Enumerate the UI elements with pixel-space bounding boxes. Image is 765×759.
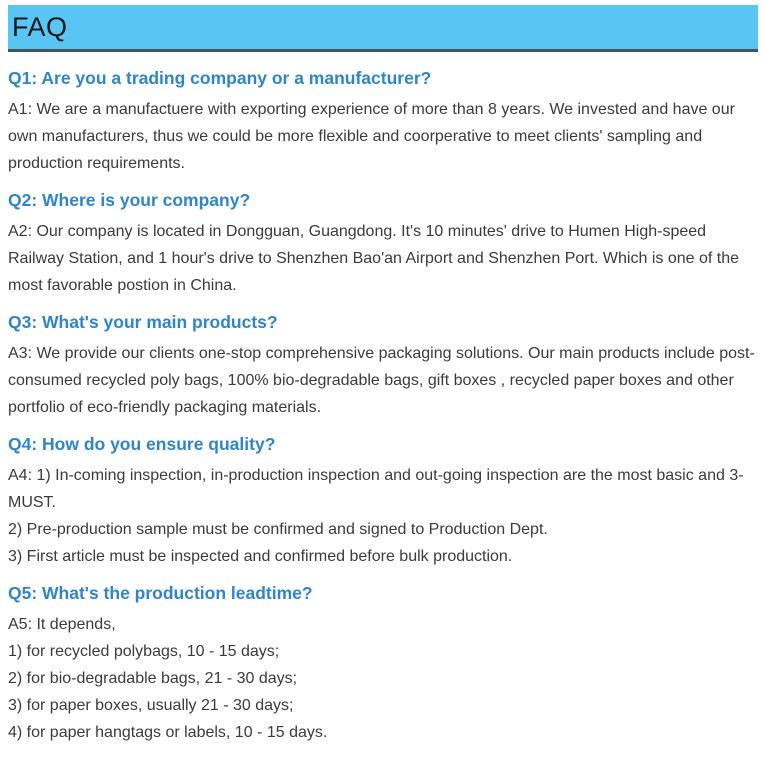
faq-question: Q5: What's the production leadtime? bbox=[8, 583, 313, 603]
faq-question: Q4: How do you ensure quality? bbox=[8, 434, 276, 454]
faq-item-3 bbox=[8, 312, 758, 421]
faq-question: Q3: What's your main products? bbox=[8, 312, 278, 332]
faq-answer: A1: We are a manufactuere with exporting experience of more than 8 years. We invested and have our own manufacturers, thus we could be more flexible and coorperative to meet clients' sampling and production requirements. bbox=[8, 101, 735, 172]
faq-answer: A3: We provide our clients one-stop comprehensive packaging solutions. Our main products include post-consumed recycled poly bags, 100% bio-degradable bags, gift boxes , recycled paper boxes and other portfolio of eco-friendly packaging materials. bbox=[8, 345, 755, 416]
faq-item-1 bbox=[8, 68, 758, 177]
faq-list bbox=[8, 52, 758, 746]
page-title: FAQ bbox=[12, 11, 68, 42]
faq-item-2 bbox=[8, 190, 758, 299]
faq-item-5 bbox=[8, 583, 758, 746]
faq-answer: A4: 1) In-coming inspection, in-production inspection and out-going inspection are the most basic and 3-MUST. 2) Pre-production sample must be confirmed and signed to Production Dept. 3) First article must be inspected and confirmed before bulk production. bbox=[8, 467, 744, 565]
faq-item-4 bbox=[8, 434, 758, 570]
faq-answer: A5: It depends, 1) for recycled polybags, 10 - 15 days; 2) for bio-degradable bags, 21 - 30 days; 3) for paper boxes, usually 21 - 30 days; 4) for paper hangtags or labels, 10 - 15 days. bbox=[8, 616, 328, 741]
faq-question: Q2: Where is your company? bbox=[8, 190, 251, 210]
faq-answer: A2: Our company is located in Dongguan, Guangdong. It's 10 minutes' drive to Humen High-speed Railway Station, and 1 hour's drive to Shenzhen Bao'an Airport and Shenzhen Port. Which is one of the most favorable postion in China. bbox=[8, 223, 739, 294]
faq-header-bar bbox=[8, 5, 758, 52]
faq-question: Q1: Are you a trading company or a manufacturer? bbox=[8, 68, 432, 88]
